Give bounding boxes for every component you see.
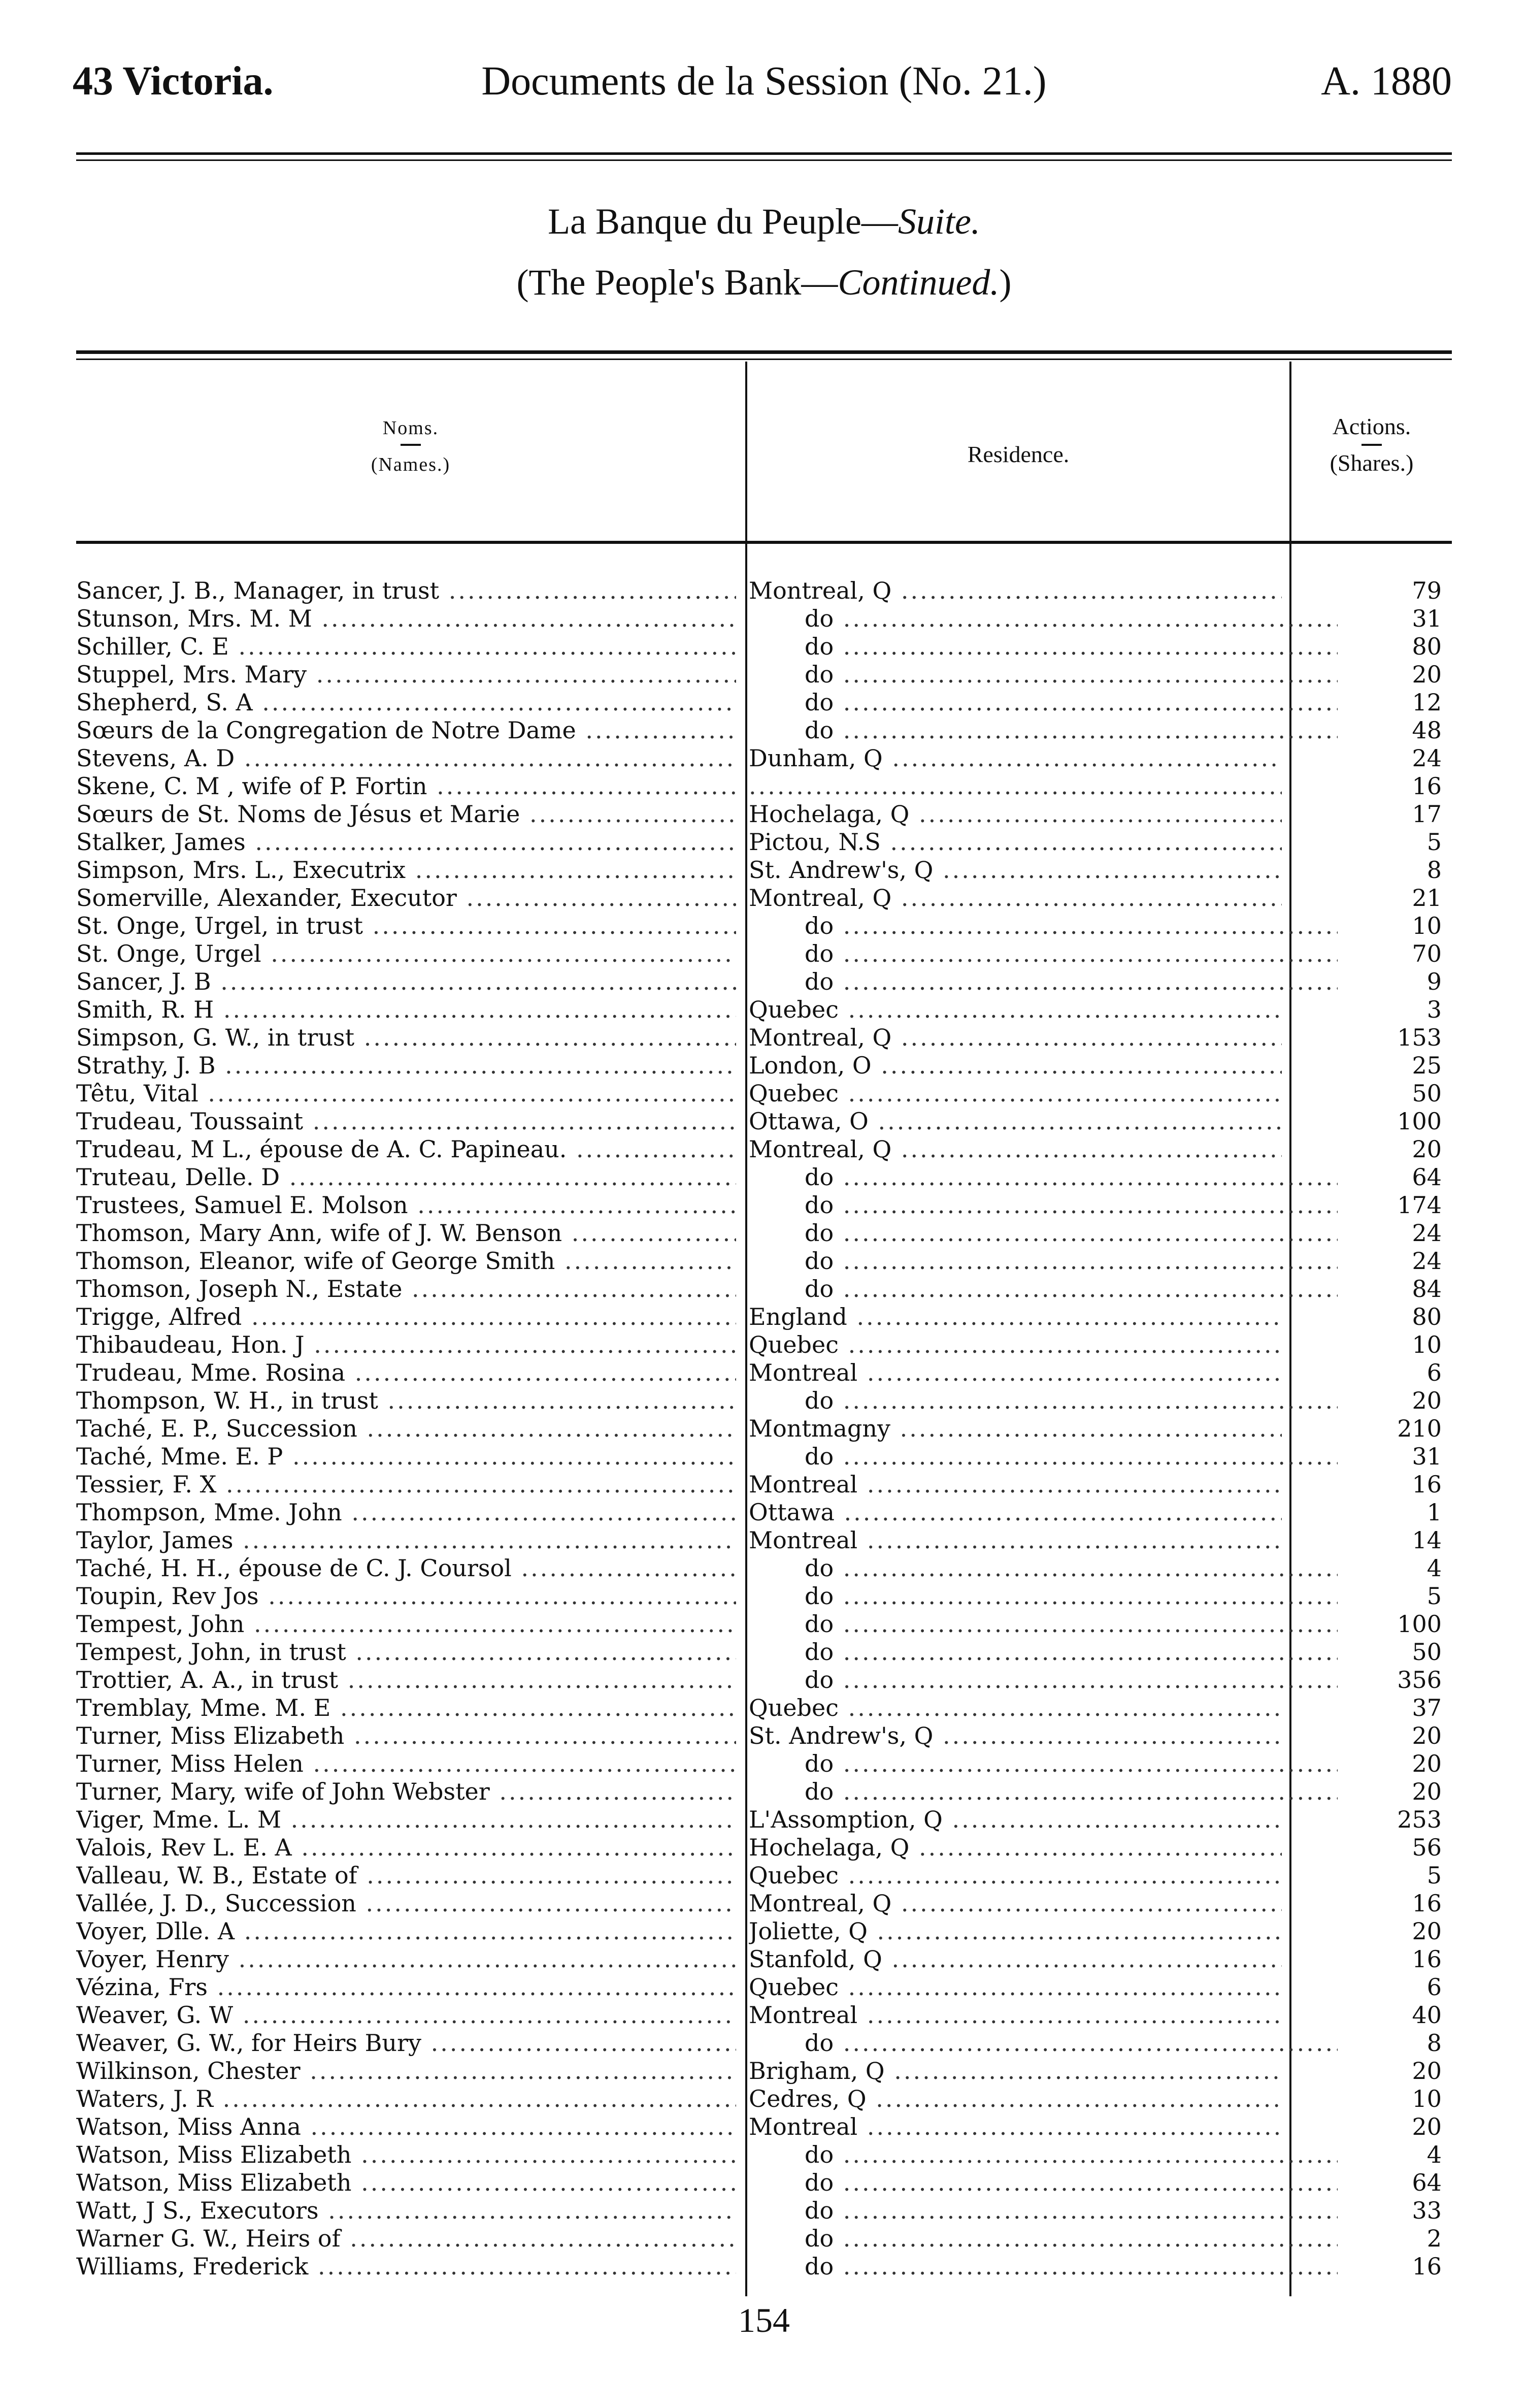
holder-shares: 253 — [1397, 1806, 1442, 1833]
holder-name: Trudeau, Toussaint ..... — [76, 1108, 736, 1135]
table-row — [0, 633, 1528, 661]
holder-residence: do ..... — [749, 1582, 1338, 1610]
table-row — [0, 1024, 1528, 1052]
table-row — [0, 772, 1528, 800]
table-row — [0, 2197, 1528, 2225]
table-row — [0, 1135, 1528, 1163]
holder-residence: Montreal ..... — [749, 1359, 1282, 1387]
column-header-names-top: Noms. — [382, 417, 439, 439]
holder-shares: 25 — [1412, 1052, 1442, 1079]
table-row — [0, 800, 1528, 828]
holder-name: Thomson, Eleanor, wife of George Smith ..... — [76, 1247, 736, 1275]
column-header-names — [76, 411, 745, 478]
table-row — [0, 1694, 1528, 1722]
holder-name: Somerville, Alexander, Executor ..... — [76, 884, 736, 912]
holder-residence: do ..... — [749, 605, 1338, 633]
holder-name: Thomson, Joseph N., Estate ..... — [76, 1275, 736, 1303]
table-row — [0, 1750, 1528, 1778]
header-rule-top — [76, 152, 1452, 155]
table-row — [0, 717, 1528, 744]
holder-name: Voyer, Dlle. A ..... — [76, 1917, 736, 1945]
holder-shares: 9 — [1426, 968, 1442, 995]
table-rule-top — [76, 350, 1452, 354]
title-line-1-main: La Banque du Peuple— — [548, 201, 898, 242]
table-row — [0, 1722, 1528, 1750]
holder-name: Watson, Miss Anna ..... — [76, 2113, 736, 2141]
holder-residence: do ..... — [749, 2141, 1338, 2169]
table-row — [0, 1526, 1528, 1554]
table-row — [0, 996, 1528, 1024]
holder-shares: 80 — [1412, 633, 1442, 660]
holder-name: Taché, Mme. E. P ..... — [76, 1443, 736, 1471]
table-row — [0, 1890, 1528, 1917]
page-number: 154 — [738, 2301, 790, 2339]
header-left: 43 Victoria. — [73, 59, 274, 104]
holder-shares: 20 — [1412, 2113, 1442, 2140]
table-row — [0, 1080, 1528, 1108]
column-header-residence — [747, 439, 1289, 470]
table-row — [0, 2001, 1528, 2029]
holder-name: Tessier, F. X ..... — [76, 1471, 736, 1499]
table-row — [0, 1638, 1528, 1666]
holder-residence: do ..... — [749, 717, 1338, 744]
holder-residence: Hochelaga, Q ..... — [749, 800, 1282, 828]
holder-shares: 20 — [1412, 1750, 1442, 1777]
holder-name: Sancer, J. B., Manager, in trust ..... — [76, 577, 736, 605]
holder-shares: 153 — [1397, 1024, 1442, 1051]
holder-residence: do ..... — [749, 661, 1338, 689]
table-row — [0, 744, 1528, 772]
holder-name: Smith, R. H ..... — [76, 996, 736, 1024]
holder-residence: Quebec ..... — [749, 996, 1282, 1024]
table-row — [0, 1917, 1528, 1945]
holder-name: Stuppel, Mrs. Mary ..... — [76, 661, 736, 689]
table-row — [0, 1331, 1528, 1359]
holder-residence: do ..... — [749, 2253, 1338, 2281]
holder-residence: do ..... — [749, 912, 1338, 940]
holder-residence: do ..... — [749, 2169, 1338, 2197]
table-rule-top-thin — [76, 359, 1452, 360]
holder-name: Viger, Mme. L. M ..... — [76, 1806, 736, 1834]
holder-name: Têtu, Vital ..... — [76, 1080, 736, 1108]
column-header-shares-dash — [1361, 444, 1382, 446]
table-row — [0, 1806, 1528, 1834]
holder-residence — [749, 772, 1282, 800]
holder-residence: do ..... — [749, 1750, 1338, 1778]
holder-residence: do ..... — [749, 1275, 1338, 1303]
holder-name: Sœurs de St. Noms de Jésus et Marie ..... — [76, 800, 736, 828]
holder-shares: 80 — [1412, 1303, 1442, 1330]
table-row — [0, 2225, 1528, 2253]
holder-name: Stunson, Mrs. M. M ..... — [76, 605, 736, 633]
holder-residence: Quebec ..... — [749, 1973, 1282, 2001]
holder-shares: 64 — [1412, 1163, 1442, 1191]
holder-name: Trustees, Samuel E. Molson ..... — [76, 1191, 736, 1219]
table-row — [0, 856, 1528, 884]
holder-name: Voyer, Henry ..... — [76, 1945, 736, 1973]
holder-shares: 24 — [1412, 1247, 1442, 1275]
holder-residence: Quebec ..... — [749, 1862, 1282, 1890]
table-row — [0, 2029, 1528, 2057]
holder-name: Tremblay, Mme. M. E ..... — [76, 1694, 736, 1722]
holder-name: Tempest, John ..... — [76, 1610, 736, 1638]
holder-shares: 10 — [1412, 912, 1442, 939]
holder-residence: Ottawa ..... — [749, 1499, 1282, 1526]
holder-name: Turner, Mary, wife of John Webster ..... — [76, 1778, 736, 1806]
holder-shares: 31 — [1412, 1443, 1442, 1470]
table-row — [0, 2253, 1528, 2281]
holder-name: Thompson, W. H., in trust ..... — [76, 1387, 736, 1415]
holder-name: Sœurs de la Congregation de Notre Dame ..... — [76, 717, 736, 744]
holder-name: Valleau, W. B., Estate of ..... — [76, 1862, 736, 1890]
table-row — [0, 1052, 1528, 1080]
holder-residence: do ..... — [749, 1219, 1338, 1247]
holder-residence: do ..... — [749, 1554, 1338, 1582]
holder-name: Weaver, G. W., for Heirs Bury ..... — [76, 2029, 736, 2057]
table-row — [0, 1303, 1528, 1331]
title-line-2-italic: Continued. — [838, 262, 1000, 303]
holder-name: Thomson, Mary Ann, wife of J. W. Benson ..... — [76, 1219, 736, 1247]
holder-name: Sancer, J. B ..... — [76, 968, 736, 996]
holder-residence: London, O ..... — [749, 1052, 1282, 1080]
holder-shares: 10 — [1412, 2085, 1442, 2112]
holder-shares: 31 — [1412, 605, 1442, 632]
holder-residence: do ..... — [749, 1247, 1338, 1275]
holder-shares: 8 — [1426, 856, 1442, 884]
table-row — [0, 689, 1528, 717]
holder-shares: 84 — [1412, 1275, 1442, 1303]
holder-name: Shepherd, S. A ..... — [76, 689, 736, 717]
holder-residence: Montreal, Q ..... — [749, 884, 1282, 912]
holder-shares: 14 — [1412, 1526, 1442, 1554]
holder-shares: 21 — [1412, 884, 1442, 912]
holder-shares: 24 — [1412, 744, 1442, 772]
holder-name: Strathy, J. B ..... — [76, 1052, 736, 1080]
holder-residence: Montreal ..... — [749, 2001, 1282, 2029]
holder-shares: 48 — [1412, 717, 1442, 744]
holder-residence: do ..... — [749, 2225, 1338, 2253]
holder-name: Valois, Rev L. E. A ..... — [76, 1834, 736, 1862]
holder-name: Wilkinson, Chester ..... — [76, 2057, 736, 2085]
column-header-names-bottom: (Names.) — [371, 453, 451, 475]
holder-shares: 5 — [1426, 1862, 1442, 1889]
header-rule-bottom — [76, 159, 1452, 161]
holder-name: Tempest, John, in trust ..... — [76, 1638, 736, 1666]
table-head-rule — [76, 541, 1452, 544]
holder-name: Trottier, A. A., in trust ..... — [76, 1666, 736, 1694]
holder-name: Vézina, Frs ..... — [76, 1973, 736, 2001]
holder-name: Skene, C. M , wife of P. Fortin ..... — [76, 772, 736, 800]
holder-name: Trudeau, Mme. Rosina ..... — [76, 1359, 736, 1387]
table-row — [0, 605, 1528, 633]
table-row — [0, 2141, 1528, 2169]
holder-shares: 50 — [1412, 1638, 1442, 1666]
holder-name: Taché, E. P., Succession ..... — [76, 1415, 736, 1443]
holder-shares: 6 — [1426, 1973, 1442, 2001]
holder-residence: do ..... — [749, 633, 1338, 661]
table-row — [0, 577, 1528, 605]
table-row — [0, 1554, 1528, 1582]
holder-residence: Stanfold, Q ..... — [749, 1945, 1282, 1973]
table-row — [0, 1108, 1528, 1135]
title-line-2-main: (The People's Bank— — [516, 262, 838, 303]
holder-name: Truteau, Delle. D ..... — [76, 1163, 736, 1191]
holder-residence: Quebec ..... — [749, 1331, 1282, 1359]
holder-residence: England ..... — [749, 1303, 1282, 1331]
holder-shares: 16 — [1412, 1890, 1442, 1917]
table-row — [0, 1582, 1528, 1610]
holder-residence: Montreal ..... — [749, 2113, 1282, 2141]
holder-name: Vallée, J. D., Succession ..... — [76, 1890, 736, 1917]
table-body — [0, 577, 1528, 2281]
holder-shares: 16 — [1412, 772, 1442, 800]
table-row — [0, 2169, 1528, 2197]
holder-shares: 56 — [1412, 1834, 1442, 1861]
table-row — [0, 1610, 1528, 1638]
holder-name: Williams, Frederick ..... — [76, 2253, 736, 2281]
table-row — [0, 1163, 1528, 1191]
holder-shares: 12 — [1412, 689, 1442, 716]
holder-name: Thompson, Mme. John ..... — [76, 1499, 736, 1526]
holder-shares: 8 — [1426, 2029, 1442, 2057]
holder-residence: do ..... — [749, 1778, 1338, 1806]
table-row — [0, 1973, 1528, 2001]
holder-residence: Montreal, Q ..... — [749, 1024, 1282, 1052]
holder-shares: 20 — [1412, 1917, 1442, 1945]
title-line-1 — [0, 201, 1528, 243]
table-row — [0, 1471, 1528, 1499]
holder-residence: do ..... — [749, 1387, 1338, 1415]
holder-name: Watt, J S., Executors ..... — [76, 2197, 736, 2225]
table-row — [0, 1666, 1528, 1694]
table-row — [0, 2085, 1528, 2113]
holder-residence: Montreal, Q ..... — [749, 577, 1282, 605]
table-row — [0, 1219, 1528, 1247]
holder-shares: 17 — [1412, 800, 1442, 828]
holder-shares: 20 — [1412, 1135, 1442, 1163]
holder-residence: Montmagny ..... — [749, 1415, 1282, 1443]
holder-residence: St. Andrew's, Q ..... — [749, 1722, 1282, 1750]
holder-shares: 70 — [1412, 940, 1442, 967]
table-row — [0, 1359, 1528, 1387]
holder-shares: 4 — [1426, 2141, 1442, 2168]
holder-shares: 1 — [1426, 1499, 1442, 1526]
holder-residence: Brigham, Q ..... — [749, 2057, 1282, 2085]
holder-name: Trudeau, M L., épouse de A. C. Papineau. ..... — [76, 1135, 736, 1163]
holder-shares: 20 — [1412, 2057, 1442, 2085]
holder-name: Simpson, Mrs. L., Executrix ..... — [76, 856, 736, 884]
holder-residence: Pictou, N.S ..... — [749, 828, 1282, 856]
holder-shares: 16 — [1412, 1945, 1442, 1973]
holder-residence: do ..... — [749, 1666, 1338, 1694]
table-row — [0, 1275, 1528, 1303]
holder-residence: do ..... — [749, 1638, 1338, 1666]
holder-name: Taylor, James ..... — [76, 1526, 736, 1554]
holder-shares: 79 — [1412, 577, 1442, 604]
holder-residence: L'Assomption, Q ..... — [749, 1806, 1282, 1834]
table-row — [0, 884, 1528, 912]
holder-residence: Cedres, Q ..... — [749, 2085, 1282, 2113]
holder-name: Toupin, Rev Jos ..... — [76, 1582, 736, 1610]
table-row — [0, 1499, 1528, 1526]
holder-shares: 10 — [1412, 1331, 1442, 1358]
holder-shares: 20 — [1412, 1722, 1442, 1749]
holder-name: Schiller, C. E ..... — [76, 633, 736, 661]
table-row — [0, 1945, 1528, 1973]
holder-name: Turner, Miss Helen ..... — [76, 1750, 736, 1778]
header-center: Documents de la Session (No. 21.) — [481, 59, 1047, 104]
table-row — [0, 1862, 1528, 1890]
column-header-shares — [1291, 411, 1452, 478]
column-header-shares-top: Actions. — [1332, 413, 1411, 439]
holder-residence: do ..... — [749, 940, 1338, 968]
holder-name: Stalker, James ..... — [76, 828, 736, 856]
holder-residence: Quebec ..... — [749, 1694, 1282, 1722]
table-row — [0, 2113, 1528, 2141]
holder-residence: do ..... — [749, 689, 1338, 717]
holder-name: Taché, H. H., épouse de C. J. Coursol ..... — [76, 1554, 736, 1582]
holder-shares: 33 — [1412, 2197, 1442, 2224]
holder-shares: 100 — [1397, 1610, 1442, 1638]
holder-shares: 2 — [1426, 2225, 1442, 2252]
table-row — [0, 912, 1528, 940]
holder-residence: Quebec ..... — [749, 1080, 1282, 1108]
holder-residence: do ..... — [749, 1443, 1338, 1471]
table-row — [0, 1247, 1528, 1275]
holder-residence: do ..... — [749, 968, 1338, 996]
holder-name: St. Onge, Urgel ..... — [76, 940, 736, 968]
holder-shares: 356 — [1397, 1666, 1442, 1694]
holder-residence: do ..... — [749, 2197, 1338, 2225]
title-line-2 — [0, 262, 1528, 304]
title-line-1-italic: Suite. — [898, 201, 980, 242]
holder-residence: do ..... — [749, 1191, 1338, 1219]
holder-residence: Joliette, Q ..... — [749, 1917, 1282, 1945]
table-row — [0, 1415, 1528, 1443]
table-row — [0, 1443, 1528, 1471]
holder-name: Watson, Miss Elizabeth ..... — [76, 2141, 736, 2169]
holder-shares: 3 — [1426, 996, 1442, 1023]
holder-shares: 24 — [1412, 1219, 1442, 1247]
holder-shares: 174 — [1397, 1191, 1442, 1219]
header-right: A. 1880 — [1321, 59, 1452, 104]
holder-name: Warner G. W., Heirs of ..... — [76, 2225, 736, 2253]
holder-residence: do ..... — [749, 1610, 1338, 1638]
holder-shares: 4 — [1426, 1554, 1442, 1582]
holder-name: Waters, J. R ..... — [76, 2085, 736, 2113]
holder-shares: 210 — [1397, 1415, 1442, 1442]
table-row — [0, 661, 1528, 689]
holder-shares: 16 — [1412, 2253, 1442, 2280]
table-row — [0, 1834, 1528, 1862]
holder-shares: 100 — [1397, 1108, 1442, 1135]
holder-residence: Dunham, Q ..... — [749, 744, 1282, 772]
holder-shares: 37 — [1412, 1694, 1442, 1721]
holder-residence: do ..... — [749, 1163, 1338, 1191]
holder-name: Simpson, G. W., in trust ..... — [76, 1024, 736, 1052]
holder-shares: 16 — [1412, 1471, 1442, 1498]
holder-shares: 20 — [1412, 1778, 1442, 1805]
column-header-residence-label: Residence. — [967, 441, 1070, 467]
table-row — [0, 1778, 1528, 1806]
table-row — [0, 2057, 1528, 2085]
title-line-2-close: ) — [999, 262, 1012, 303]
holder-name: Stevens, A. D ..... — [76, 744, 736, 772]
table-row — [0, 968, 1528, 996]
holder-residence: Montreal, Q ..... — [749, 1890, 1282, 1917]
holder-shares: 20 — [1412, 661, 1442, 688]
holder-name: Watson, Miss Elizabeth ..... — [76, 2169, 736, 2197]
holder-shares: 6 — [1426, 1359, 1442, 1386]
holder-name: Turner, Miss Elizabeth ..... — [76, 1722, 736, 1750]
holder-residence: do ..... — [749, 2029, 1338, 2057]
holder-shares: 50 — [1412, 1080, 1442, 1107]
holder-shares: 20 — [1412, 1387, 1442, 1414]
holder-shares: 64 — [1412, 2169, 1442, 2196]
holder-residence: Montreal, Q ..... — [749, 1135, 1282, 1163]
holder-shares: 40 — [1412, 2001, 1442, 2029]
holder-residence: Montreal ..... — [749, 1526, 1282, 1554]
holder-name: Weaver, G. W ..... — [76, 2001, 736, 2029]
holder-name: St. Onge, Urgel, in trust ..... — [76, 912, 736, 940]
holder-residence: Montreal ..... — [749, 1471, 1282, 1499]
holder-residence: Hochelaga, Q ..... — [749, 1834, 1282, 1862]
holder-name: Trigge, Alfred ..... — [76, 1303, 736, 1331]
column-header-names-dash — [401, 444, 421, 446]
table-row — [0, 1191, 1528, 1219]
holder-residence: Ottawa, O ..... — [749, 1108, 1282, 1135]
table-row — [0, 828, 1528, 856]
table-row — [0, 1387, 1528, 1415]
column-header-shares-bottom: (Shares.) — [1330, 449, 1414, 476]
holder-name: Thibaudeau, Hon. J ..... — [76, 1331, 736, 1359]
holder-shares: 5 — [1426, 1582, 1442, 1610]
holder-shares: 5 — [1426, 828, 1442, 856]
table-row — [0, 940, 1528, 968]
holder-residence: St. Andrew's, Q ..... — [749, 856, 1282, 884]
